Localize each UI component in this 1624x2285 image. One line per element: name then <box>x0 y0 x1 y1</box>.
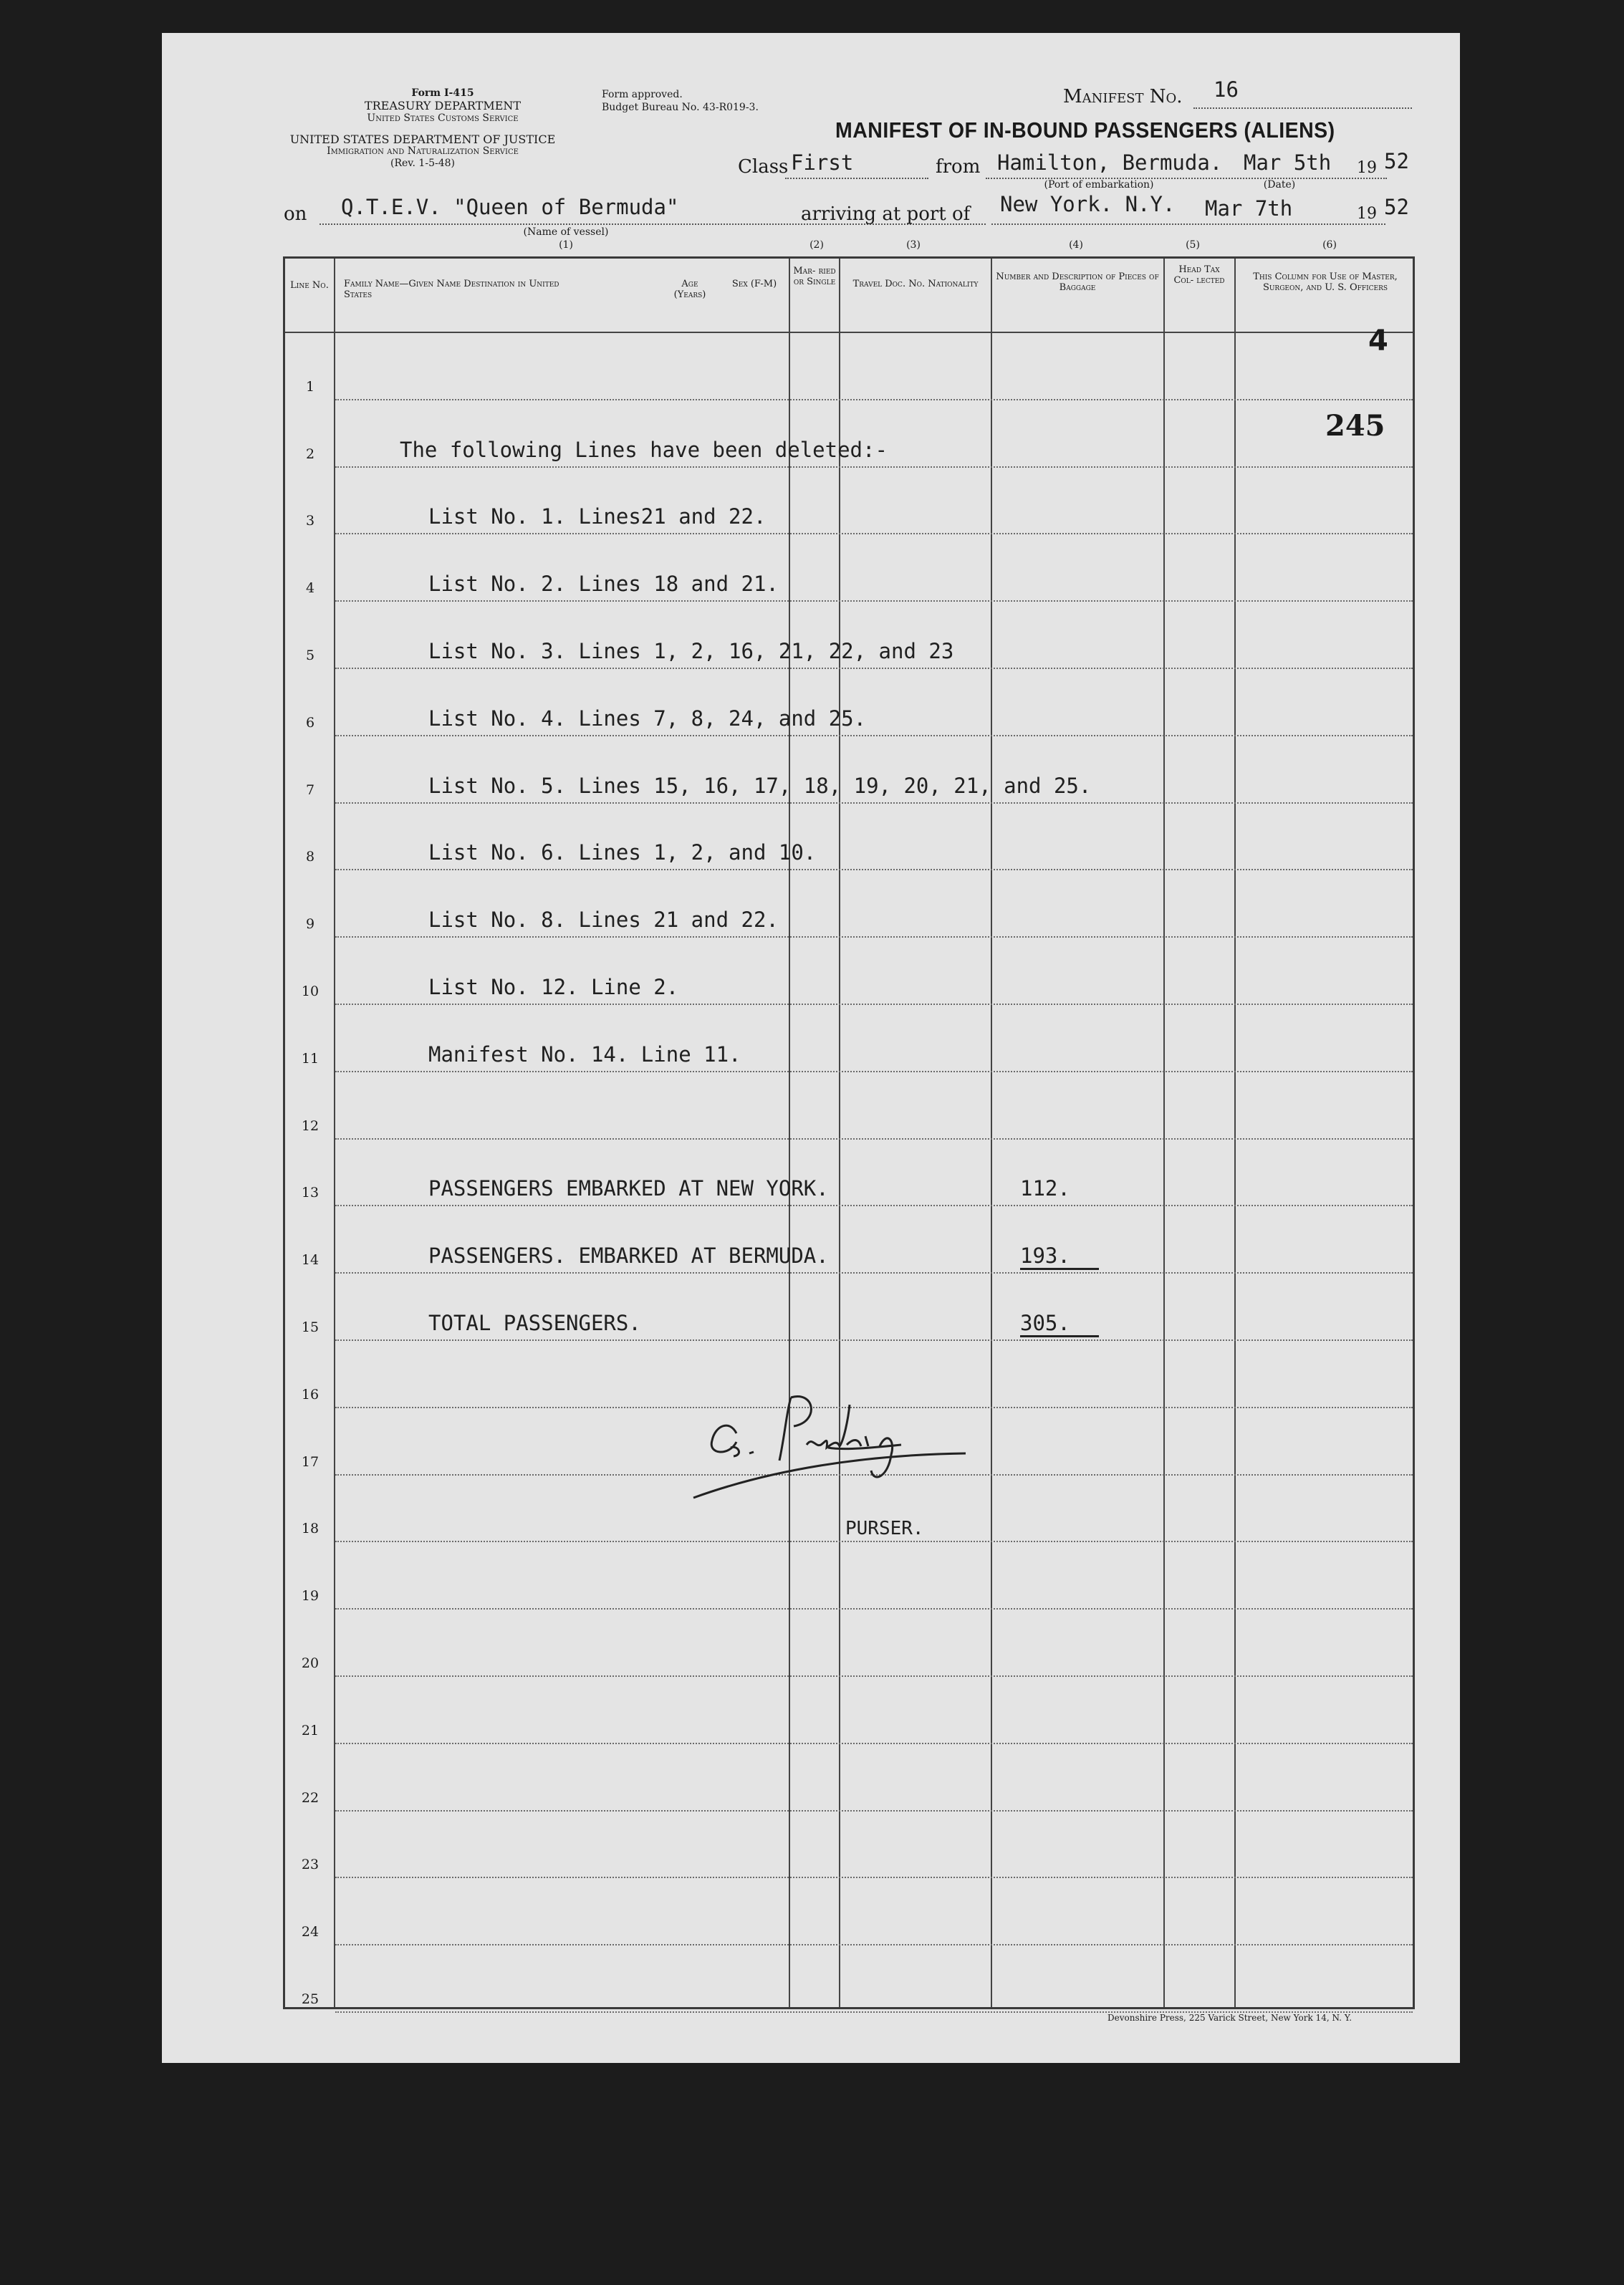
row-rule <box>335 600 1413 602</box>
col-number-3: (3) <box>906 239 921 251</box>
row-rule <box>335 1743 1413 1744</box>
line-text: List No. 12. Line 2. <box>428 975 679 999</box>
row-rule <box>335 668 1413 669</box>
form-approved: Form approved. <box>602 89 683 100</box>
class-label: Class <box>738 156 789 178</box>
line-number: 2 <box>305 446 315 462</box>
line-number: 22 <box>301 1789 319 1806</box>
line-number: 21 <box>301 1722 319 1738</box>
line-number: 23 <box>301 1857 319 1873</box>
line-number: 15 <box>301 1319 319 1335</box>
col-header-travel: Travel Doc. No. Nationality <box>852 279 979 289</box>
line-text: List No. 5. Lines 15, 16, 17, 18, 19, 20, 21, and 25. <box>428 773 1092 798</box>
col-number-1: (1) <box>559 239 573 251</box>
row-rule <box>335 1810 1413 1812</box>
line-number: 3 <box>305 513 315 529</box>
manifest-title: MANIFEST OF IN-BOUND PASSENGERS (ALIENS) <box>835 117 1335 143</box>
line-number: 8 <box>305 849 315 865</box>
row-rule <box>335 1675 1413 1677</box>
arrival-year: 52 <box>1384 195 1409 219</box>
row-rule <box>335 1205 1413 1206</box>
line-number: 5 <box>305 648 315 663</box>
col-number-6: (6) <box>1322 239 1337 251</box>
purser-label: PURSER. <box>845 1518 924 1539</box>
year-prefix-2: 19 <box>1357 205 1377 223</box>
manifest-number: 16 <box>1214 77 1239 102</box>
row-rule <box>335 1608 1413 1610</box>
annotation-row1: 245 <box>1325 409 1385 443</box>
row-rule <box>335 1272 1413 1274</box>
row-rule <box>335 466 1413 468</box>
line-text: PASSENGERS. EMBARKED AT BERMUDA. <box>428 1243 829 1269</box>
printer-credit: Devonshire Press, 225 Varick Street, New York 14, N. Y. <box>1108 2013 1352 2023</box>
line-number: 13 <box>301 1185 319 1201</box>
vessel-caption: (Name of vessel) <box>523 226 609 238</box>
line-text: The following Lines have been deleted:- <box>400 437 888 462</box>
annotation-top-right: 4 <box>1368 324 1388 357</box>
col-header-sex: Sex (F-M) <box>731 279 777 289</box>
treasury-department: TREASURY DEPARTMENT <box>364 99 522 112</box>
line-value: 305. <box>1020 1311 1099 1337</box>
col-header-married: Mar- ried or Single <box>793 266 836 287</box>
col-header-baggage: Number and Description of Pieces of Baggage <box>996 271 1159 293</box>
passenger-table <box>283 256 1415 2009</box>
embarkation-caption: (Port of embarkation) <box>1044 179 1154 191</box>
line-value: 112. <box>1020 1176 1070 1201</box>
row-rule <box>335 869 1413 870</box>
col-header-line-no: Line No. <box>290 280 329 291</box>
line-number: 12 <box>301 1117 319 1134</box>
row-rule <box>335 399 1413 400</box>
year-prefix: 19 <box>1357 159 1377 177</box>
row-rule <box>335 1071 1413 1072</box>
immigration-service: Immigration and Naturalization Service <box>327 145 519 157</box>
purser-signature <box>686 1376 1001 1505</box>
manifest-label: Manifest No. <box>1063 86 1183 107</box>
line-text: PASSENGERS EMBARKED AT NEW YORK. <box>428 1176 829 1201</box>
line-text: TOTAL PASSENGERS. <box>428 1311 641 1335</box>
line-number: 17 <box>301 1453 319 1470</box>
row-rule <box>335 1004 1413 1005</box>
line-number: 19 <box>301 1588 319 1605</box>
line-number: 16 <box>301 1386 319 1403</box>
form-number: Form I-415 <box>411 87 474 99</box>
row-rule <box>335 533 1413 534</box>
from-label: from <box>936 156 981 178</box>
line-number: 10 <box>301 983 319 999</box>
line-text: List No. 3. Lines 1, 2, 16, 21, 22, and 23 <box>428 639 954 663</box>
line-number: 20 <box>301 1655 319 1671</box>
line-number: 25 <box>301 1991 319 2007</box>
line-number: 18 <box>301 1521 319 1537</box>
row-rule <box>335 735 1413 736</box>
col-number-2: (2) <box>809 239 824 251</box>
arrival-port: New York. N.Y. <box>1000 192 1176 216</box>
line-value: 193. <box>1020 1243 1099 1270</box>
line-number: 11 <box>301 1050 319 1067</box>
row-rule <box>335 802 1413 804</box>
vessel-name: Q.T.E.V. "Queen of Bermuda" <box>341 195 679 219</box>
col-header-age: Age (Years) <box>673 279 706 300</box>
row-rule <box>335 1541 1413 1542</box>
justice-department: UNITED STATES DEPARTMENT OF JUSTICE <box>289 133 556 146</box>
embarkation-date: Mar 5th <box>1244 150 1332 175</box>
line-text: List No. 6. Lines 1, 2, and 10. <box>428 840 817 865</box>
line-number: 24 <box>301 1924 319 1940</box>
date-caption: (Date) <box>1263 179 1296 191</box>
col-header-head-tax: Head Tax Col- lected <box>1173 264 1225 286</box>
arriving-label: arriving at port of <box>801 203 971 225</box>
budget-bureau: Budget Bureau No. 43-R019-3. <box>602 102 759 113</box>
port-of-embarkation: Hamilton, Bermuda. <box>997 150 1223 175</box>
row-rule <box>335 1944 1413 1945</box>
customs-service: United States Customs Service <box>367 112 519 124</box>
row-rule <box>335 1339 1413 1341</box>
class-value: First <box>791 150 854 175</box>
line-text: Manifest No. 14. Line 11. <box>428 1042 741 1067</box>
row-rule <box>335 936 1413 938</box>
row-rule <box>335 1138 1413 1140</box>
line-number: 14 <box>301 1252 319 1269</box>
line-number: 4 <box>305 580 315 597</box>
line-text: List No. 4. Lines 7, 8, 24, and 25. <box>428 706 867 731</box>
col-number-5: (5) <box>1186 239 1200 251</box>
row-rule <box>335 1877 1413 1878</box>
embarkation-year: 52 <box>1384 149 1409 173</box>
col-header-name: Family Name—Given Name Destination in United States <box>344 279 559 300</box>
line-number: 1 <box>305 378 315 395</box>
col-number-4: (4) <box>1069 239 1083 251</box>
line-number: 6 <box>305 714 315 731</box>
arrival-date: Mar 7th <box>1205 196 1293 221</box>
line-text: List No. 8. Lines 21 and 22. <box>428 908 779 933</box>
line-text: List No. 1. Lines21 and 22. <box>428 504 767 529</box>
line-number: 7 <box>305 781 315 798</box>
form-revision: (Rev. 1-5-48) <box>390 158 455 169</box>
line-number: 9 <box>305 916 315 933</box>
on-label: on <box>284 203 307 225</box>
col-header-officers: This Column for Use of Master, Surgeon, and U. S. Officers <box>1253 271 1398 293</box>
line-text: List No. 2. Lines 18 and 21. <box>428 572 779 597</box>
